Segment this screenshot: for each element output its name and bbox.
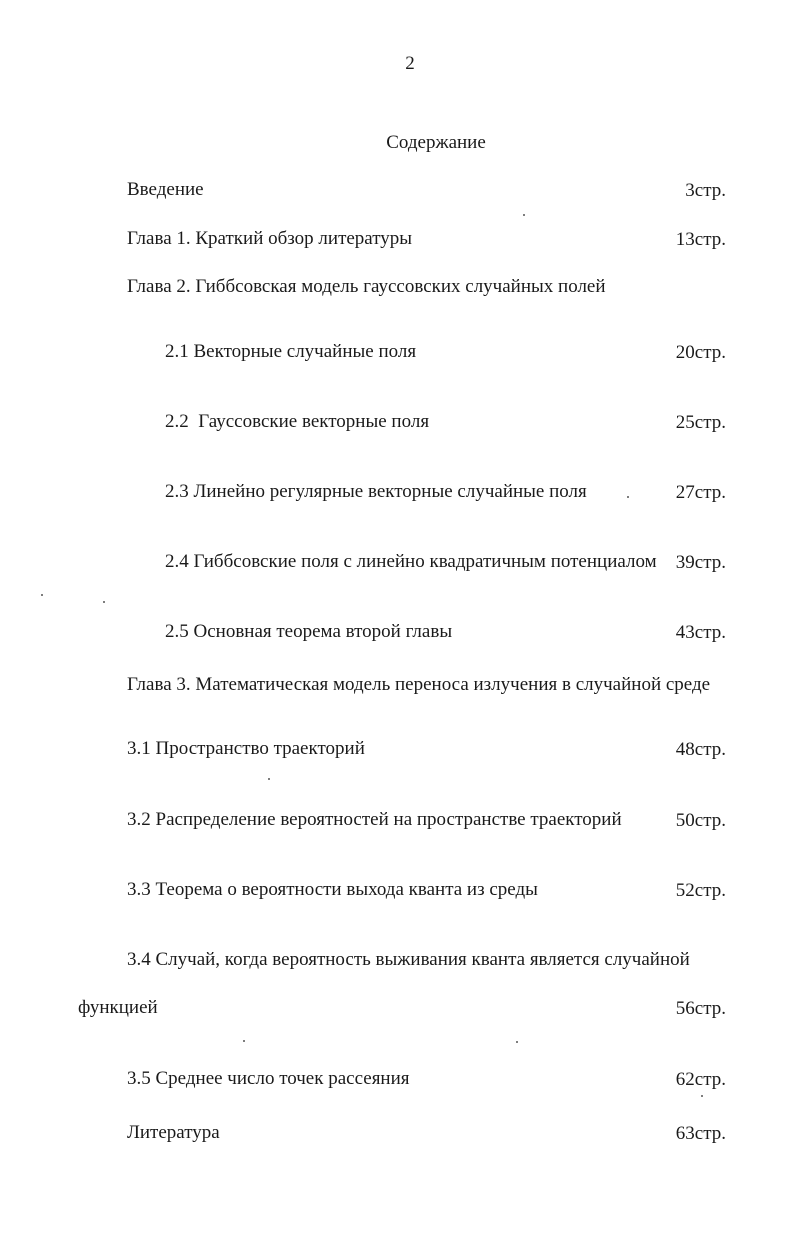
toc-entry-2-3-page: 27стр.: [675, 482, 726, 503]
scan-speck: [523, 214, 525, 216]
toc-entry-intro-page: 3стр.: [685, 180, 726, 201]
toc-entry-2-4-page: 39стр.: [675, 552, 726, 573]
toc-entry-3-2-page: 50стр.: [675, 810, 726, 831]
toc-entry-3-2-label: 3.2 Распределение вероятностей на пространстве траекторий: [127, 809, 622, 830]
toc-entry-2-3-label: 2.3 Линейно регулярные векторные случайные поля: [165, 481, 587, 502]
toc-entry-intro-label: Введение: [127, 179, 204, 200]
toc-title: Содержание: [386, 132, 486, 153]
toc-entry-2-5-label: 2.5 Основная теорема второй главы: [165, 621, 453, 642]
scan-speck: [268, 778, 270, 780]
toc-entry-3-1-page: 48стр.: [675, 739, 726, 760]
scan-speck: [103, 601, 105, 603]
toc-entry-2-2-page: 25стр.: [675, 412, 726, 433]
scan-speck: [516, 1041, 518, 1043]
toc-entry-2-5-page: 43стр.: [675, 622, 726, 643]
toc-entry-2-1-label: 2.1 Векторные случайные поля: [165, 341, 417, 362]
toc-entry-2-2-label: 2.2 Гауссовские векторные поля: [165, 411, 430, 432]
toc-entry-3-5-label: 3.5 Среднее число точек рассеяния: [127, 1068, 410, 1089]
toc-entry-3-4-label-continuation: функцией: [78, 997, 158, 1018]
toc-entry-ch3-label: Глава 3. Математическая модель переноса излучения в случайной среде: [127, 674, 711, 695]
scan-speck: [41, 594, 43, 596]
toc-entry-ch1-page: 13стр.: [675, 229, 726, 250]
toc-entry-2-1-page: 20стр.: [675, 342, 726, 363]
toc-entry-ch2-label: Глава 2. Гиббсовская модель гауссовских случайных полей: [127, 276, 606, 297]
scan-speck: [701, 1095, 703, 1097]
toc-entry-ch1-label: Глава 1. Краткий обзор литературы: [127, 228, 413, 249]
toc-entry-3-5-page: 62стр.: [675, 1069, 726, 1090]
scan-speck: [243, 1040, 245, 1042]
toc-entry-2-4-label: 2.4 Гиббсовские поля с линейно квадратичным потенциалом: [165, 551, 657, 572]
toc-entry-lit-label: Литература: [127, 1122, 220, 1143]
toc-entry-lit-page: 63стр.: [675, 1123, 726, 1144]
toc-entry-3-4-page: 56стр.: [675, 998, 726, 1019]
page-number: 2: [405, 53, 415, 74]
toc-entry-3-4-label: 3.4 Случай, когда вероятность выживания кванта является случайной: [127, 949, 690, 970]
toc-entry-3-3-page: 52стр.: [675, 880, 726, 901]
scan-speck: [627, 496, 629, 498]
toc-entry-3-1-label: 3.1 Пространство траекторий: [127, 738, 365, 759]
toc-entry-3-3-label: 3.3 Теорема о вероятности выхода кванта из среды: [127, 879, 538, 900]
